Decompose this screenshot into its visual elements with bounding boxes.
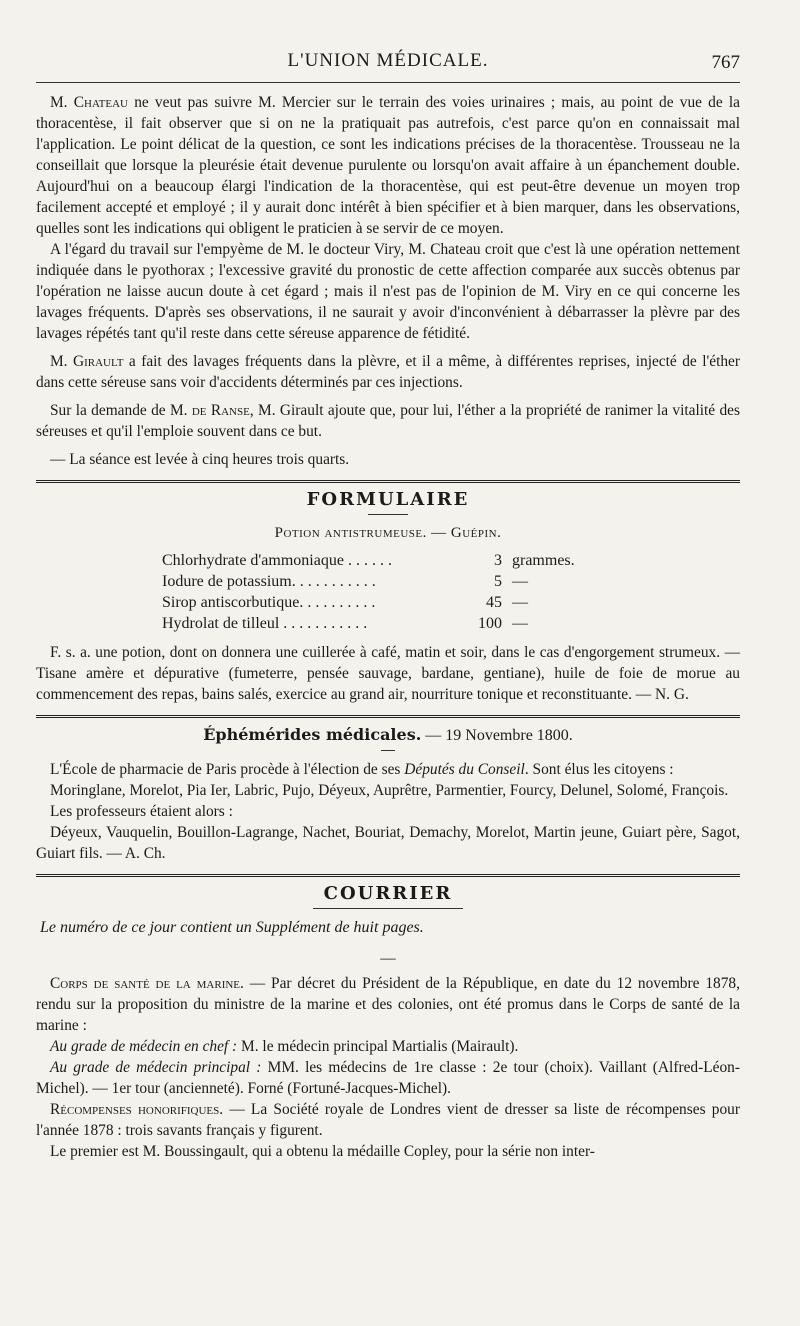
discussion-paragraph: A l'égard du travail sur l'empyème de M. le docteur Viry, M. Chateau croit que c'est là une opération nettement indiquée dans le pyothorax ; l'excessive gravité du pronostic de cette affection comparée aux succès obtenus par l'opération ne laisse aucun doute à cet égard ; mais il n'est pas de l'opinion de M. Viry en ce qui concerne les lavages fréquents. D'après ses observations, il ne saurait y avoir d'inconvénient à débarrasser la plèvre par des lavages répétés tant qu'il reste dans cette séreuse apparence de fétidité.	[36, 241, 740, 342]
ingredient-unit: —	[512, 615, 528, 632]
speaker-name: de Ranse	[191, 402, 250, 419]
courrier-paragraph	[36, 1036, 740, 1057]
discussion-paragraph	[36, 351, 740, 393]
page-number: 767	[711, 52, 740, 73]
paragraph-text: . Sont élus les citoyens :	[524, 761, 674, 778]
header-rule	[36, 82, 740, 83]
courrier-paragraph	[36, 1057, 740, 1099]
paragraph-text: — La Société royale de Londres vient de dresser sa liste de récompenses pour l'année 1878 : trois savants français y figurent.	[36, 1101, 740, 1139]
courrier-paragraph	[36, 1099, 740, 1141]
recipe-ingredients	[162, 550, 602, 634]
ingredient-name: Chlorhydrate d'ammoniaque . . . . . .	[162, 552, 392, 569]
ingredient-name: Hydrolat de tilleul . . . . . . . . . . .	[162, 615, 368, 632]
section-title-formulaire: FORMULAIRE	[306, 489, 470, 510]
section-divider	[36, 874, 740, 877]
emphasis-text: Au grade de médecin principal :	[50, 1059, 262, 1076]
paragraph-text: , M. Girault ajoute que, pour lui, l'éther a la propriété de ranimer la vitalité des séreuses et qu'il l'emploie souvent dans ce but.	[36, 402, 740, 440]
ingredient-quantity: 45	[486, 594, 502, 611]
title-underline	[368, 514, 408, 515]
discussion-paragraph	[36, 92, 740, 239]
paragraph-text: Sur la demande de M.	[50, 402, 192, 419]
courrier-paragraph	[36, 973, 740, 1036]
ingredient-row	[162, 550, 602, 571]
paragraph-text: M. le médecin principal Martialis (Mairault).	[237, 1038, 519, 1055]
paragraph-text: a fait des lavages fréquents dans la plèvre, et il a même, à différentes reprises, injecté de l'éther dans cette séreuse sans voir d'accidents déterminés par ces injections.	[36, 353, 740, 391]
speaker-name: M. Chateau	[50, 94, 128, 111]
section-divider	[36, 715, 740, 718]
paragraph-heading: Corps de santé de la marine.	[50, 975, 244, 992]
ephemerides-paragraph: Les professeurs étaient alors :	[50, 803, 233, 820]
session-close: — La séance est levée à cinq heures trois quarts.	[50, 451, 350, 468]
discussion-paragraph	[36, 400, 740, 442]
ephemerides-paragraph	[36, 759, 740, 780]
ephemerides-heading: Éphémérides médicales.	[203, 725, 422, 744]
running-title: L'UNION MÉDICALE.	[287, 50, 489, 71]
recipe-instructions: F. s. a. une potion, dont on donnera une cuillerée à café, matin et soir, dans le cas d'engorgement strumeux. — Tisane amère et dépurative (fumeterre, pensée sauvage, bardane, gentiane), huile de foie de morue au commencement des repas, bains salés, exercice au grand air, nourriture tonique et reconstituante. — N. G.	[36, 644, 740, 703]
paragraph-text: MM. les médecins de 1re classe : 2e tour (choix). Vaillant (Alfred-Léon-Michel). — 1er tour (ancienneté). Forné (Fortuné-Jacques-Michel).	[36, 1059, 740, 1097]
ingredient-unit: —	[512, 573, 528, 590]
ingredient-quantity: 3	[494, 552, 502, 569]
article-body	[36, 92, 740, 1162]
emphasis-text: Députés du Conseil	[404, 761, 525, 778]
page-header	[36, 50, 740, 80]
ingredient-quantity: 5	[494, 573, 502, 590]
paragraph-text: L'École de pharmacie de Paris procède à l'élection de ses	[50, 761, 405, 778]
title-underline	[313, 908, 463, 909]
paragraph-text: ne veut pas suivre M. Mercier sur le terrain des voies urinaires ; mais, au point de vue de la thoracentèse, il fait observer que si on ne la pratiquait pas autrefois, c'est parce qu'on en connaissait mal l'application. Le point délicat de la question, ce sont les indications précises de la thoracentèse. Trousseau ne la conseillait que lorsque la pleurésie était devenue purulente ou lorsqu'on avait affaire à un épanchement double. Aujourd'hui on a beaucoup élargi l'indication de la thoracentèse, qui est peut-être devenue un moyen trop facilement accepté et employé ; il y aurait donc intérêt à bien spécifier et à bien marquer, dans les observations, quelles sont les indications qui obligent le praticien à se servir de ce moyen.	[36, 94, 740, 237]
ingredient-unit: —	[512, 594, 528, 611]
ingredient-name: Iodure de potassium. . . . . . . . . . .	[162, 573, 376, 590]
supplement-note: Le numéro de ce jour contient un Supplément de huit pages.	[40, 919, 424, 936]
separator-dash: —	[380, 950, 396, 967]
section-title-courrier: COURRIER	[323, 883, 453, 904]
ingredient-row	[162, 613, 602, 634]
courrier-paragraph: Le premier est M. Boussingault, qui a obtenu la médaille Copley, pour la série non inter-	[50, 1143, 595, 1160]
ingredient-name: Sirop antiscorbutique. . . . . . . . . .	[162, 594, 376, 611]
section-title-ephemerides	[36, 724, 740, 746]
emphasis-text: Au grade de médecin en chef :	[50, 1038, 238, 1055]
ephemerides-paragraph: Moringlane, Morelot, Pia Ier, Labric, Pujo, Déyeux, Auprêtre, Parmentier, Fourcy, Delunel, Solomé, François.	[50, 782, 729, 799]
ingredient-quantity: 100	[478, 615, 502, 632]
section-divider	[36, 480, 740, 483]
ingredient-unit: grammes.	[512, 552, 575, 569]
ingredient-row	[162, 571, 602, 592]
ephemerides-paragraph: Déyeux, Vauquelin, Bouillon-Lagrange, Nachet, Bouriat, Demachy, Morelot, Martin jeune, Guiart père, Sagot, Guiart fils. — A. Ch.	[36, 824, 740, 862]
speaker-name: M. Girault	[50, 353, 124, 370]
recipe-title: Potion antistrumeuse. — Guépin.	[274, 525, 502, 541]
ephemerides-date: — 19 Novembre 1800.	[421, 727, 573, 744]
paragraph-text: — Par décret du Président de la République, en date du 12 novembre 1878, rendu sur la proposition du ministre de la marine et des colonies, ont été promus dans le Corps de santé de la marine :	[36, 975, 740, 1034]
ingredient-row	[162, 592, 602, 613]
title-underline	[381, 750, 395, 751]
paragraph-heading: Récompenses honorifiques.	[50, 1101, 224, 1118]
